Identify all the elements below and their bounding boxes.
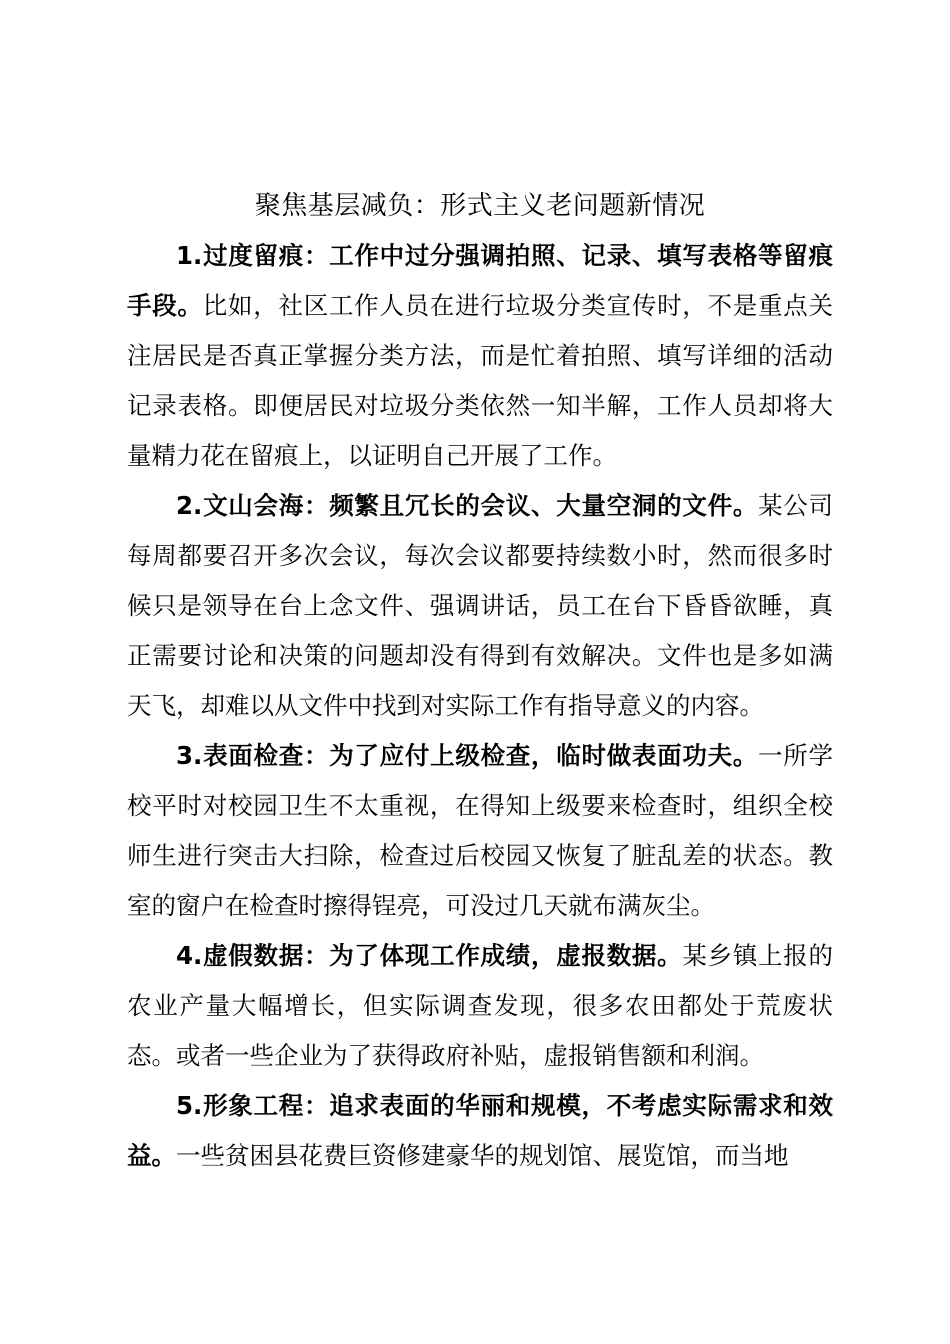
item-2-body: 某公司每周都要召开多次会议，每次会议都要持续数小时，然而很多时候只是领导在台上念文件、强调讲话，员工在台下昏昏欲睡，真正需要讨论和决策的问题却没有得到有效解决。文件也是多如满天飞，却难以从文件中找到对实际工作有指导意义的内容。 (127, 491, 833, 720)
item-1-body: 比如，社区工作人员在进行垃圾分类宣传时，不是重点关注居民是否真正掌握分类方法，而是忙着拍照、填写详细的活动记录表格。即便居民对垃圾分类依然一知半解，工作人员却将大量精力花在留痕上，以证明自己开展了工作。 (127, 291, 834, 470)
document-page (127, 181, 833, 1181)
item-2 (127, 481, 833, 731)
item-3-body: 一所学校平时对校园卫生不太重视，在得知上级要来检查时，组织全校师生进行突击大扫除，检查过后校园又恢复了脏乱差的状态。教室的窗户在检查时擦得锃亮，可没过几天就布满灰尘。 (127, 741, 833, 920)
item-5-body: 一些贫困县花费巨资修建豪华的规划馆、展览馆，而当地 (176, 1141, 789, 1170)
item-4-heading: 4.虚假数据：为了体现工作成绩，虚报数据。 (176, 941, 683, 970)
item-4-body: 某乡镇上报的农业产量大幅增长，但实际调查发现，很多农田都处于荒废状态。或者一些企业为了获得政府补贴，虚报销售额和利润。 (127, 941, 834, 1070)
item-1-heading: 1.过度留痕：工作中过分强调拍照、记录、填写表格等留痕手段。 (127, 241, 833, 320)
item-5-heading: 5.形象工程：追求表面的华丽和规模，不考虑实际需求和效益。 (127, 1091, 833, 1170)
item-5 (127, 1081, 833, 1181)
item-4 (127, 931, 833, 1081)
item-1 (127, 231, 833, 481)
item-2-heading: 2.文山会海：频繁且冗长的会议、大量空洞的文件。 (176, 491, 759, 520)
item-3 (127, 731, 833, 931)
item-3-heading: 3.表面检查：为了应付上级检查，临时做表面功夫。 (176, 741, 759, 770)
document-title: 聚焦基层减负：形式主义老问题新情况 (254, 191, 706, 221)
